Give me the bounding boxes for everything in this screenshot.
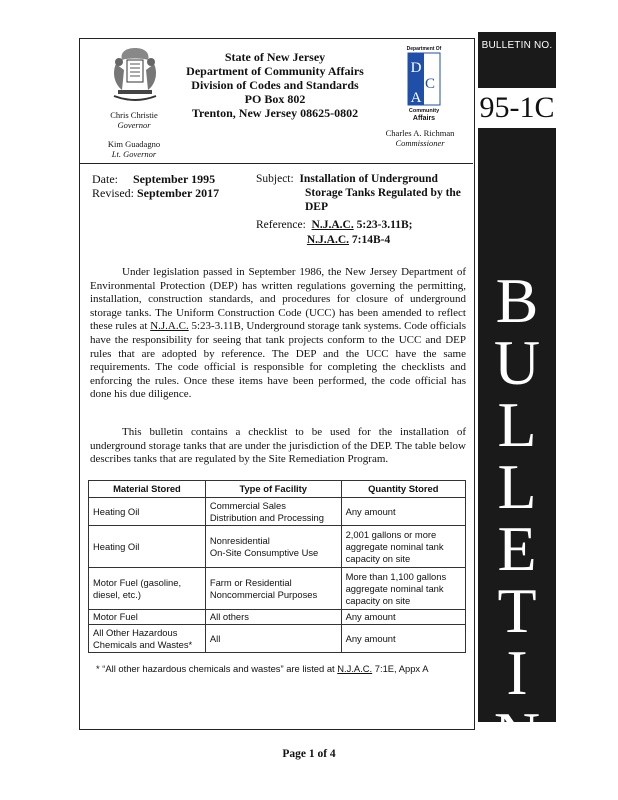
header-line: State of New Jersey — [224, 50, 326, 64]
bulletin-letter: B — [495, 265, 539, 336]
governor-block — [84, 110, 184, 159]
table-footnote: * “All other hazardous chemicals and wastes” are listed at N.J.A.C. 7:1E, Appx A — [96, 663, 429, 674]
logo-top-text: Department Of — [406, 46, 442, 52]
para1-code: N.J.A.C. — [150, 320, 189, 333]
subject-block — [256, 172, 466, 214]
col-header-quantity: Quantity Stored — [341, 481, 465, 498]
para2-text: This bulletin contains a checklist to be used for the installation of underground storage tanks that are under the jurisdiction of the DEP. The table below describes tanks that are regulated by the Site Remediation Program. — [90, 426, 466, 466]
header-line: Trenton, New Jersey 08625-0802 — [191, 106, 359, 120]
cell-facility: All others — [205, 610, 341, 625]
cell-material: All Other Hazardous Chemicals and Wastes* — [89, 625, 206, 653]
bulletin-letter: U — [493, 327, 541, 398]
header-line: Division of Codes and Standards — [191, 78, 359, 92]
cell-material: Motor Fuel — [89, 610, 206, 625]
cell-facility: Farm or Residential Noncommercial Purposes — [205, 568, 341, 610]
col-header-facility: Type of Facility — [205, 481, 341, 498]
bulletin-letter: T — [497, 575, 537, 646]
cell-quantity: Any amount — [341, 498, 465, 526]
header-line: PO Box 802 — [244, 92, 306, 106]
reference-rest-2: 7:14B-4 — [349, 234, 391, 246]
checklist-paragraph — [90, 426, 466, 467]
table-row — [89, 498, 466, 526]
commissioner-name: Charles A. Richman — [385, 128, 455, 138]
logo-bottom-text-2: Affairs — [412, 115, 436, 122]
header-line: Department of Community Affairs — [186, 64, 364, 78]
bulletin-letter: N — [493, 699, 541, 770]
para1-text-b: 5:23-3.11B, Underground storage tank systems. Code officials have the responsibility for seeing that tank projects conform to the UCC and DEP rules that are adopted by reference. The DEP and the UCC have the same requirements. The code official is responsible for completing the checklists and enforcing the rules. Once these items have been performed, the code official has done his due diligence. — [90, 320, 466, 401]
table-row — [89, 610, 466, 625]
commissioner-title: Commissioner — [395, 138, 445, 148]
cell-facility: Nonresidential On-Site Consumptive Use — [205, 526, 341, 568]
date-value: September 1995 — [133, 172, 216, 186]
cell-quantity: Any amount — [341, 625, 465, 653]
svg-text:C: C — [424, 76, 436, 92]
regulated-tanks-table — [88, 480, 466, 653]
subject-label: Subject: — [256, 173, 294, 185]
cell-material: Motor Fuel (gasoline, diesel, etc.) — [89, 568, 206, 610]
table-row — [89, 625, 466, 653]
reference-code-2: N.J.A.C. — [306, 234, 350, 246]
reference-label: Reference: — [256, 219, 306, 231]
lt-governor-title: Lt. Governor — [111, 149, 157, 159]
header-divider — [79, 163, 473, 164]
governor-name: Chris Christie — [110, 110, 158, 120]
agency-header — [180, 50, 370, 120]
nj-state-seal-icon — [104, 44, 166, 106]
subject-line-2: Storage Tanks Regulated by the DEP — [305, 187, 461, 213]
commissioner-block — [370, 128, 470, 148]
cell-quantity: Any amount — [341, 610, 465, 625]
subject-line-1: Installation of Underground — [299, 173, 438, 185]
cell-facility: All — [205, 625, 341, 653]
cell-facility: Commercial Sales Distribution and Processing — [205, 498, 341, 526]
reference-code-1: N.J.A.C. — [311, 219, 354, 231]
bulletin-number: 95-1C — [478, 88, 556, 128]
bulletin-letter: L — [497, 451, 537, 522]
bulletin-vertical-word — [478, 265, 556, 770]
reference-block — [256, 218, 413, 248]
cell-material: Heating Oil — [89, 526, 206, 568]
bulletin-letter: E — [497, 513, 537, 584]
cell-quantity: More than 1,100 gallons aggregate nominal tank capacity on site — [341, 568, 465, 610]
logo-bottom-text-1: Community — [408, 108, 440, 114]
reference-rest-1: 5:23-3.11B; — [353, 219, 413, 231]
cell-material: Heating Oil — [89, 498, 206, 526]
revised-value: September 2017 — [137, 186, 220, 200]
table-row — [89, 568, 466, 610]
intro-paragraph — [90, 266, 466, 402]
lt-governor-name: Kim Guadagno — [107, 139, 161, 149]
col-header-material: Material Stored — [89, 481, 206, 498]
governor-title: Governor — [117, 120, 151, 130]
page-number: Page 1 of 4 — [282, 748, 336, 760]
dca-logo-icon — [402, 44, 446, 122]
bulletin-letter: L — [497, 389, 537, 460]
bulletin-no-label: BULLETIN NO. — [481, 40, 553, 51]
svg-text:A: A — [410, 90, 422, 106]
date-label: Date: — [92, 172, 118, 186]
date-block — [92, 172, 219, 200]
para1-text-a: Under legislation passed in September 1986, the New Jersey Department of Environmental Protection (DEP) has written regulations governing the permitting, installation, construction standards, and procedures for closure of underground storage tanks. The Uniform Construction Code (UCC) has been amended to reflect these rules at — [90, 266, 466, 333]
bulletin-sidebar — [478, 32, 556, 770]
revised-label: Revised: — [92, 186, 134, 200]
bulletin-letter: I — [506, 637, 528, 708]
table-header-row — [89, 481, 466, 498]
cell-quantity: 2,001 gallons or more aggregate nominal tank capacity on site — [341, 526, 465, 568]
svg-text:D: D — [410, 60, 422, 76]
table-row — [89, 526, 466, 568]
